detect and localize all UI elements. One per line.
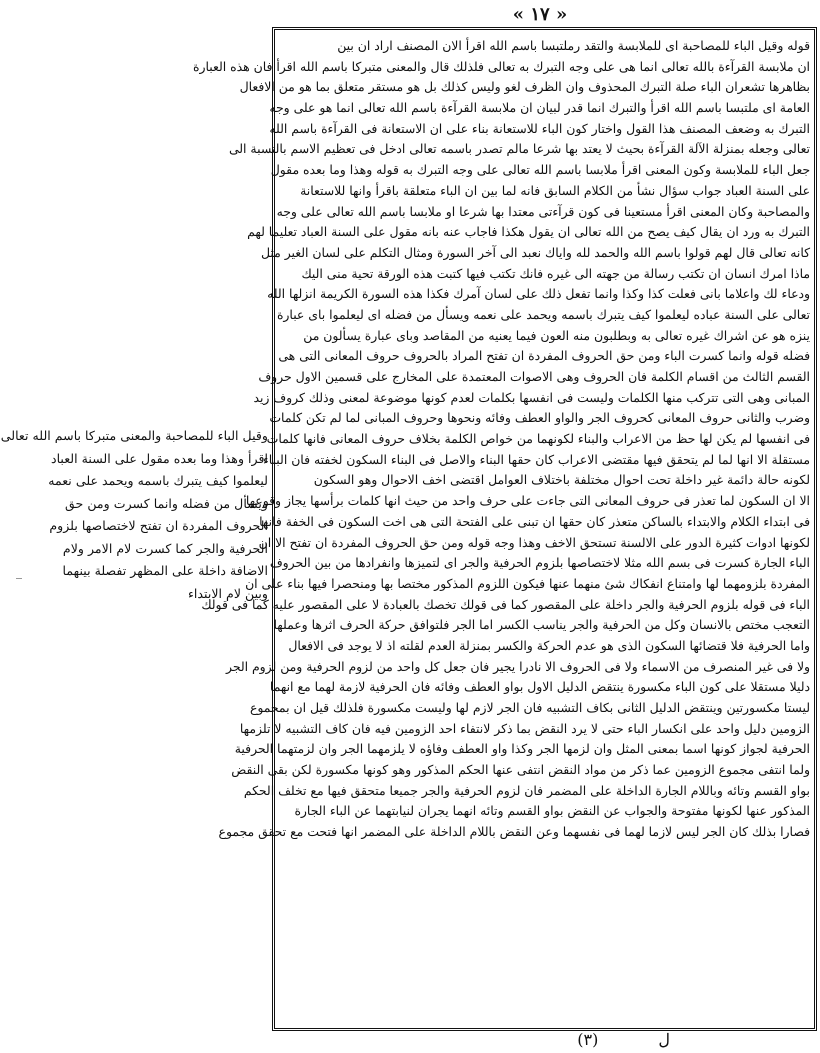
- text-line: ينزه هو عن اشراك غيره تعالى به وبطلبون منه العون فيما يعنيه من المقاصد وباى عبارة يسألون من: [303, 327, 810, 343]
- margin-tick: [16, 578, 22, 579]
- margin-note-line: اقرأ وهذا وما بعده مقول على السنة العباد: [50, 450, 268, 466]
- text-line: ان ملابسة القرآءة بالله تعالى انما هى على وجه التبرك به تعالى فلذلك قال والمعنى متبركا باسم الله اقرأ فان هذه العبارة: [193, 58, 810, 74]
- text-line: القسم الثالث من اقسام الكلمة فان الحروف وهى الاصوات المعتمدة على المخارج على قسمين الاول حروف: [258, 369, 810, 384]
- text-line: التبرك به ورد ان يقال كيف يصح من الله تعالى ان يقول هكذا فاجاب عنه بانه مقول على السنة العباد تعليما لهم: [247, 224, 810, 240]
- text-line: مستقلة الا انها لما لم يتحقق فيها مقتضى الاعراب كان حقها البناء والاصل فى البناء السكون لخفته فان البناء: [262, 451, 810, 467]
- text-line: دليلا مستقلا على كون الباء مكسورة ينتقض الدليل الاول بواو العطف وفائه فان الحرفية لازمة لهما مع انهما: [269, 679, 810, 695]
- text-line: الزومين دليل واحد على انكسار الباء حتى لا يرد النقض بما ذكر لانتفاء احد الزومين فيه فان كاف التشبيه لا تلزمها: [239, 720, 810, 736]
- text-line: ماذا امرك انسان ان تكتب رسالة من جهته الى غيره فانك تكتب فيها كتبت هذه الورقة تحية منى اليك: [301, 265, 810, 281]
- text-line: على السنة العباد جواب سؤال نشأ من الكلام السابق فانه لما بين ان الباء متعلقة باقرأ وانها للاستعانة: [300, 182, 810, 198]
- signature-mark: ل: [658, 1030, 670, 1049]
- margin-note-line: ويسأل من فضله وانما كسرت ومن حق: [65, 495, 268, 511]
- text-line: ولا فى غير المنصرف من الاسماء ولا فى الحروف الا نادرا يجير فان جعل كل واحد من لزوم الحرفية ومن لزوم الجر: [226, 658, 810, 674]
- margin-note: [0, 425, 268, 605]
- sheet-number: (٣): [577, 1030, 599, 1049]
- margin-note-line: وبين لام الابتداء: [188, 585, 268, 601]
- text-line: واما الحرفية فلا قتضائها السكون الذى هو عدم الحركة والكسر بمنزلة العدم لقلته اذ لا يوجد فى الافعال: [288, 637, 810, 653]
- margin-note-line: الاضافة داخلة على المظهر تفصلة بينهما: [62, 563, 268, 578]
- margin-note-line: ليعلموا كيف يتبرك باسمه ويحمد على نعمه: [48, 473, 268, 488]
- text-line: الا ان السكون لما تعذر فى حروف المعانى التى جاءت على حرف واحد من حيث انها كلمات برأسها يجاز وقوعها: [245, 493, 810, 509]
- margin-note-line: الحروف المفردة ان تفتح لاختصاصها بلزوم: [49, 518, 268, 533]
- text-line: الباء الجارة كسرت فى بسم الله مثلا لاختصاصها بلزوم الحرفية والجر اى لتميزها وانفرادها من بين الحروف: [269, 555, 810, 571]
- text-line: تعالى وجعله بمنزلة الآلة القرآءة بحيث لا يعتد بها شرعا مالم تصدر باسمه تعالى ادخل فى تعظيم الاسم بالنسبة الى: [228, 141, 810, 157]
- text-line: بواو القسم وتائه وباللام الجارة الداخلة على المضمر فان لزوم الحرفية والجر جميعا متحقق فيها مع تخلف الحكم: [243, 782, 810, 798]
- text-line: بظاهرها تشعران الباء صلة التبرك المحذوف وان الظرف لغو وليس كذلك بل هو مستقر متعلق بما هو من الافعال: [239, 79, 810, 95]
- text-line: العامة اى ملتبسا باسم الله اقرأ والتبرك انما قدر لبيان ان ملابسة القرآءة باسم الله تعالى انما هو على وجه: [269, 100, 810, 116]
- page-footer: [470, 1030, 670, 1049]
- text-line: فصارا بذلك كان الجر ليس لازما لهما فى نفسهما وعن النقض باللام الداخلة على المضمر انها فتحت مع تحقق مجموع: [218, 824, 810, 840]
- text-line: لكونه حالة دائمة غير داخلة تحت احوال مختلفة باختلاف العوامل اقتضى اخف الاحوال وهو السكون: [313, 472, 810, 488]
- text-line: فضله قوله وانما كسرت الباء ومن حق الحروف المفردة ان تفتح المراد بالحروف حروف المعانى التى هى: [278, 348, 810, 364]
- text-line: وضرب والثانى حروف المعانى كحروف الجر والواو العطف وفائه ونحوها وحروف المبانى لما لم تكن كلمات: [269, 410, 810, 426]
- text-line: ودعاء لك واعلاما بانى فعلت كذا وكذا وانما تفعل ذلك على لسان آمرك فكذا هذه السورة الكريمة انزلها الله: [267, 286, 810, 302]
- text-line: ولما انتفى مجموع الزومين عما ذكر من مواد النقض انتفى عنها الحكم المذكور وهو كونها مكسورة لكن بقى النقض: [231, 762, 810, 778]
- text-line: الحرفية لجواز كونها اسما بمعنى المثل وان لزمها الجر وكذا واو العطف وفاؤه لا يلزمهما الجر وان لزمتهما الحرفية: [234, 741, 810, 757]
- text-line: قوله وقيل الباء للمصاحبة اى للملابسة والتقد رملتبسا باسم الله اقرأ الان المصنف اراد ان بين: [337, 38, 810, 53]
- page-number: « ١٧ »: [512, 4, 568, 25]
- text-line: فى انفسها لم يكن لها حظ من الاعراب والبناء لكونهما من خواص الكلمة بخلاف حروف المعانى فانها كلمات: [266, 431, 810, 447]
- text-line: فى ابتداء الكلام والابتداء بالساكن متعذر كان حقها ان تبنى على الفتحة التى هى اخت السكون فى الخفة فانها: [259, 513, 810, 529]
- text-line: كانه تعالى قال لهم قولوا باسم الله والحمد لله واياك نعبد الى آخر السورة ومثال التكلم على لسان الغير مثل: [261, 244, 810, 260]
- margin-note-line: وقيل الباء للمصاحبة والمعنى متبركا باسم الله تعالى: [0, 428, 268, 443]
- text-line: تعالى على السنة عباده ليعلموا كيف يتبرك باسمه ويحمد على نعمه ويسأل من فضله اى ليعلموا باى عبارة: [276, 306, 810, 322]
- text-line: التبرك به وضعف المصنف هذا القول واختار كون الباء للاستعانة بناء على ان الاستعانة فى القرآءة باسم الله: [269, 120, 810, 136]
- text-line: جعل الباء للملابسة وكون المعنى اقرأ ملابسا باسم الله تعالى على وجه التبرك به قوله وهذا وما بعده مقول: [270, 162, 810, 178]
- text-line: الباء فى قوله بلزوم الحرفية والجر داخلة على المقصور كما فى قولك تخصك بالعبادة لا على المقصور عليه كما فى قولك: [201, 596, 810, 612]
- text-line: المفردة بلزومهما لها وامتناع انفكاك شئ منهما عنها فيكون اللزوم المذكور مختصا بها ومنحصرا فيها بناء على ان: [245, 575, 810, 591]
- text-line: التعجب مختص بالانسان وكل من الحرفية والجر يناسب الكسر اما الجر فلتوافق حركة الحرف اثرها وعملها: [273, 617, 810, 633]
- text-line: المذكور عنها لكونها مفتوحة والجواب عن النقض بواو القسم وتائه انهما يجران لنيابتهما عن الباء الجارة: [294, 803, 810, 819]
- margin-note-line: الحرفية والجر كما كسرت لام الامر ولام: [62, 540, 268, 556]
- text-line: المبانى وهى التى تتركب منها الكلمات وليست فى انفسها بكلمات لعدم كونها موضوعة لمعنى وذلك كروف زيد: [253, 389, 810, 405]
- text-line: والمصاحبة وكان المعنى اقرأ مستعينا فى كون قرآءتى معتدا بها شرعا او ملابسا باسم الله تعالى على وجه: [276, 203, 810, 219]
- text-line: لكونها ادوات كثيرة الدور على الالسنة تستحق الاخف وهذا وجه قوله ومن حق الحروف المفردة ان تفتح الا ان: [258, 534, 810, 550]
- text-line: ليستا مكسورتين وينتقض الدليل الثانى بكاف التشبيه فان الجر لازم لها وليست مكسورة فلذلك قيل ان بمجموع: [249, 700, 810, 715]
